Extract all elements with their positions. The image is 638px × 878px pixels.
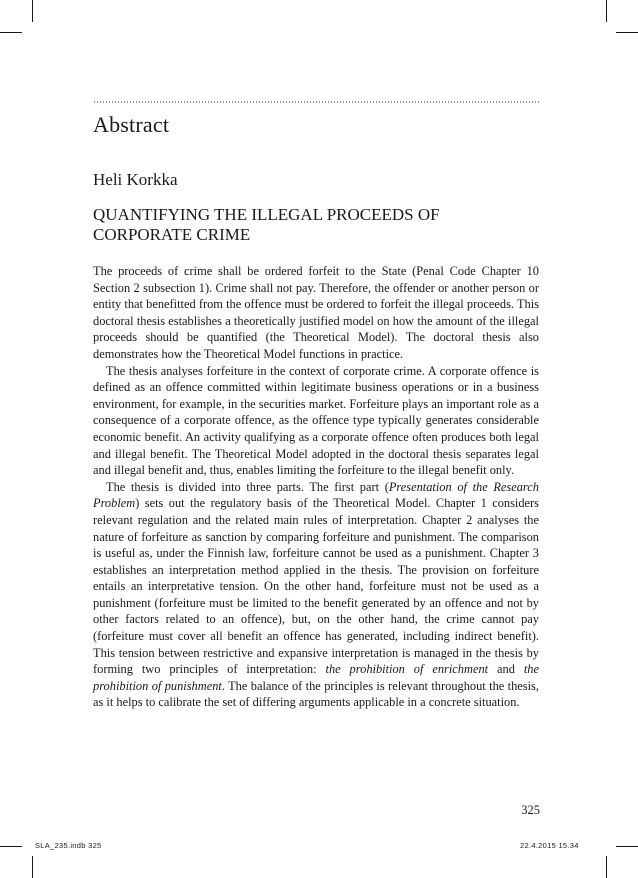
paragraph: [93, 479, 539, 711]
text-run: and: [488, 662, 524, 677]
crop-mark: [0, 846, 22, 847]
crop-mark: [0, 32, 22, 33]
abstract-body: [93, 263, 539, 711]
text-run: . The balance of the principles is relevant throughout the thesis, as it helps to calibrate the set of differing arguments applicable in a concrete situation.: [93, 678, 539, 710]
crop-mark: [606, 0, 607, 22]
crop-mark: [32, 0, 33, 22]
paragraph: The thesis analyses forfeiture in the context of corporate crime. A corporate offence is defined as an offence committed within legitimate business operations or in a business environment, for example, in the securities market. Forfeiture plays an important role as a consequence of a corporate offence, as the offence type typically generates considerable economic benefit. An activity qualifying as a corporate offence often produces both legal and illegal benefit. The Theoretical Model adopted in the doctoral thesis separates legal and illegal benefit and, thus, enables limiting the forfeiture to the illegal benefit only.: [93, 363, 539, 478]
paragraph: The proceeds of crime shall be ordered forfeit to the State (Penal Code Chapter 10 Section 2 subsection 1). Crime shall not pay. Therefore, the offender or another person or entity that benefitted from the offence must be ordered to forfeit the illegal proceeds. This doctoral thesis establishes a theoretically justified model on how the amount of the illegal proceeds should be quantified (the Theoretical Model). The doctoral thesis also demonstrates how the Theoretical Model functions in practice.: [93, 264, 539, 361]
slug-file: SLA_235.indb 325: [35, 841, 102, 850]
page-number: 325: [521, 803, 540, 817]
crop-mark: [606, 856, 607, 878]
crop-mark: [32, 856, 33, 878]
italic-principle: the prohibition of punishment: [93, 662, 539, 693]
thesis-title: QUANTIFYING THE ILLEGAL PROCEEDS OF CORPORATE CRIME: [93, 205, 440, 244]
text-run: The thesis is divided into three parts. The first part (: [106, 479, 389, 494]
section-title: Abstract: [93, 112, 170, 137]
text-run: ) sets out the regulatory basis of the Theoretical Model. Chapter 1 considers relevant regulation and the related main rules of interpretation. Chapter 2 analyses the nature of forfeiture as sanction by comparing forfeiture and punishment. The comparison is useful as, under the Finnish law, forfeiture cannot be used as a punishment. Chapter 3 establishes an interpretation method applied in the thesis. The provision on forfeiture entails an interpretative tension. On the other hand, forfeiture must not be used as a punishment (forfeiture must be limited to the benefit generated by an offence and not by other factors related to an offence), but, on the other hand, the crime cannot pay (forfeiture must cover all benefit an offence has generated, including indirect benefit). This tension between restrictive and expansive interpretation is managed in the thesis by forming two principles of interpretation:: [93, 496, 539, 677]
dotted-rule: [93, 101, 539, 103]
italic-principle: the prohibition of enrichment: [325, 662, 489, 677]
author-name: Heli Korkka: [93, 170, 178, 189]
crop-mark: [616, 32, 638, 33]
italic-title: Presentation of the Research Problem: [93, 479, 539, 511]
slug-timestamp: 22.4.2015 15.34: [520, 841, 579, 850]
crop-mark: [616, 846, 638, 847]
